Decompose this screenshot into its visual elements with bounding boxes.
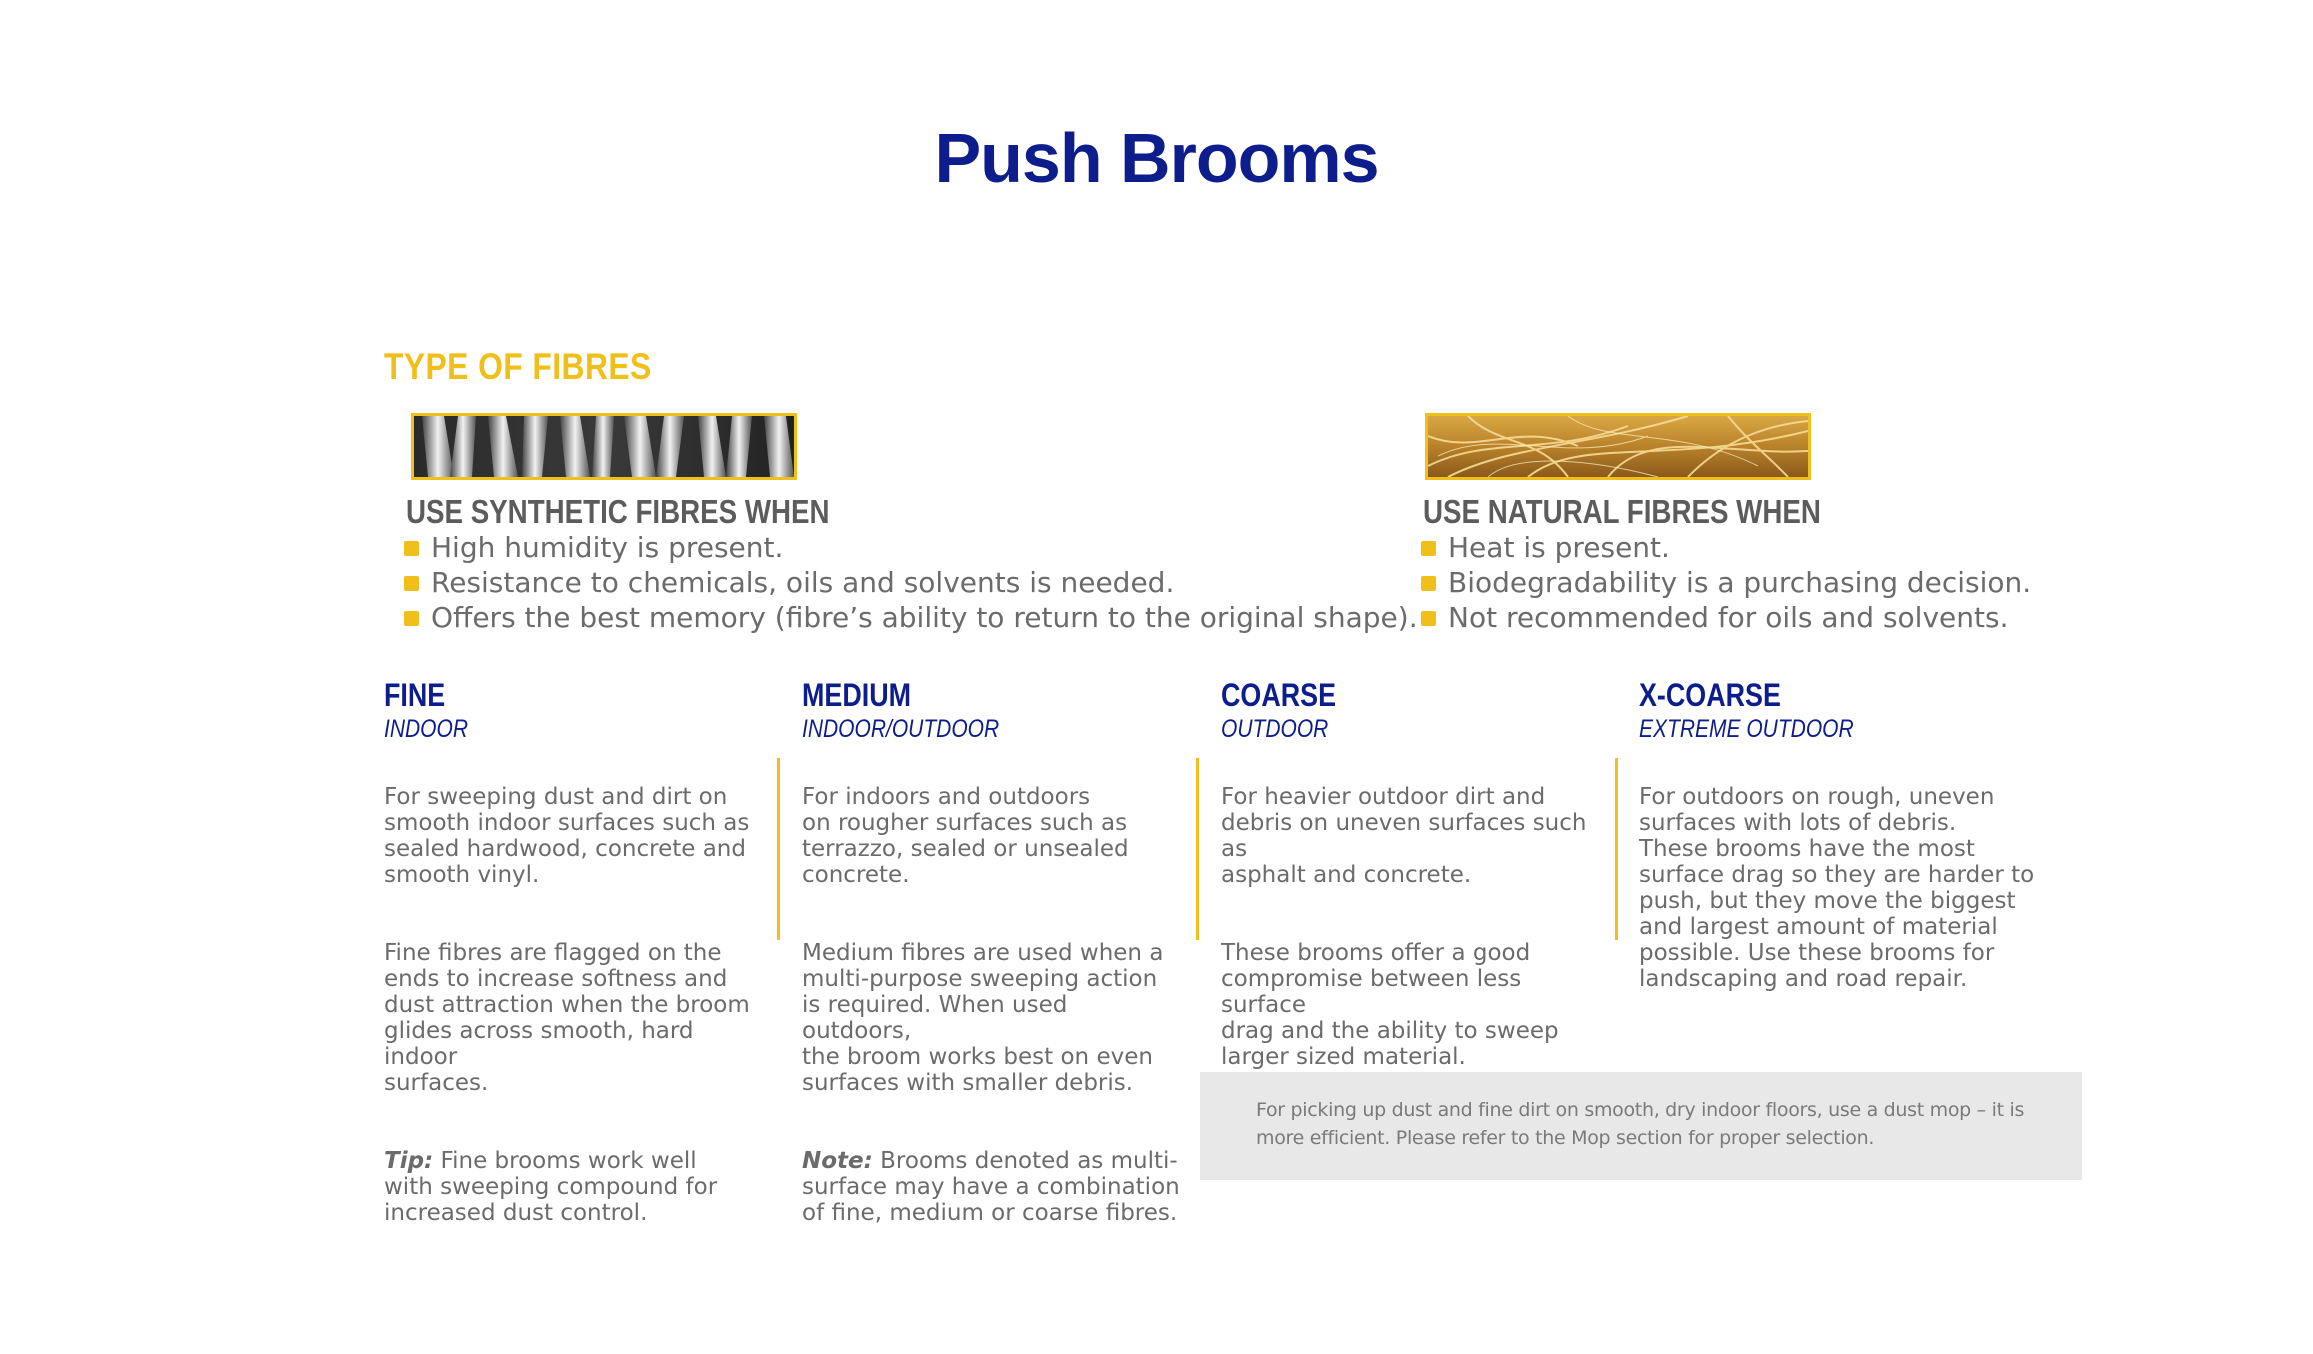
column-subtitle: INDOOR/OUTDOOR (802, 715, 1000, 743)
column-subtitle: EXTREME OUTDOOR (1639, 715, 1854, 743)
list-item: Biodegradability is a purchasing decision. (1421, 565, 2031, 600)
dust-mop-note-box (1200, 1072, 2082, 1180)
column-subtitle: INDOOR (384, 715, 468, 743)
column-fine (384, 676, 764, 1278)
note-label: Note: (802, 1148, 873, 1174)
column-divider (1615, 758, 1618, 940)
column-body: For outdoors on rough, uneven surfaces with lots of debris. These brooms have the most surface drag so they are harder to push, but they move the biggest and largest amount of material possible. Use these brooms for landscaping and road repair. (1639, 784, 2035, 992)
note-text: For picking up dust and fine dirt on smooth, dry indoor floors, use a dust mop – it is more efficient. Please refer to the Mop section for proper selection. (1256, 1099, 2025, 1149)
list-item: Offers the best memory (fibre’s ability to return to the original shape). (404, 600, 1418, 635)
column-title: MEDIUM (802, 677, 912, 713)
bullet-square-icon (1421, 611, 1436, 626)
list-item: Resistance to chemicals, oils and solvents is needed. (404, 565, 1418, 600)
column-divider (1196, 758, 1199, 940)
natural-heading: USE NATURAL FIBRES WHEN (1423, 493, 1821, 530)
bullet-square-icon (404, 611, 419, 626)
section-title: TYPE OF FIBRES (384, 346, 652, 387)
column-coarse (1221, 676, 1601, 1122)
bullet-square-icon (1421, 541, 1436, 556)
column-title: X-COARSE (1639, 677, 1781, 713)
column-title: FINE (384, 677, 446, 713)
list-item: High humidity is present. (404, 530, 1418, 565)
column-body: For heavier outdoor dirt and debris on uneven surfaces such as asphalt and concrete. These brooms offer a good compromise between less surface drag and the ability to sweep larger sized material. (1221, 784, 1587, 1070)
bullet-square-icon (404, 541, 419, 556)
column-body: For indoors and outdoors on rougher surfaces such as terrazzo, sealed or unsealed concrete. Medium fibres are used when a multi-purpose sweeping action is required. When used outdoors, the broom works best on even surfaces with smaller debris. Note: Brooms denoted as multi- surface may have a combination of fine, medium or coarse fibres. (802, 784, 1180, 1226)
natural-bristles-photo (1425, 413, 1811, 480)
column-divider (777, 758, 780, 940)
column-subtitle: OUTDOOR (1221, 715, 1329, 743)
natural-bullets (1421, 530, 2031, 635)
column-x-coarse (1639, 676, 2039, 1044)
synthetic-bullets (404, 530, 1418, 635)
column-medium (802, 676, 1182, 1278)
tip-label: Tip: (384, 1148, 434, 1174)
bullet-square-icon (1421, 576, 1436, 591)
list-item: Not recommended for oils and solvents. (1421, 600, 2031, 635)
list-item: Heat is present. (1421, 530, 2031, 565)
bullet-square-icon (404, 576, 419, 591)
synthetic-bristles-photo (411, 413, 797, 480)
synthetic-heading: USE SYNTHETIC FIBRES WHEN (406, 493, 830, 530)
page-title: Push Brooms (934, 119, 1379, 197)
column-title: COARSE (1221, 677, 1337, 713)
column-body: For sweeping dust and dirt on smooth indoor surfaces such as sealed hardwood, concrete and smooth vinyl. Fine fibres are flagged on the ends to increase softness and dust attraction when the broom glides across smooth, hard indoor surfaces. Tip: Fine brooms work well with sweeping compound for increased dust control. (384, 784, 750, 1226)
